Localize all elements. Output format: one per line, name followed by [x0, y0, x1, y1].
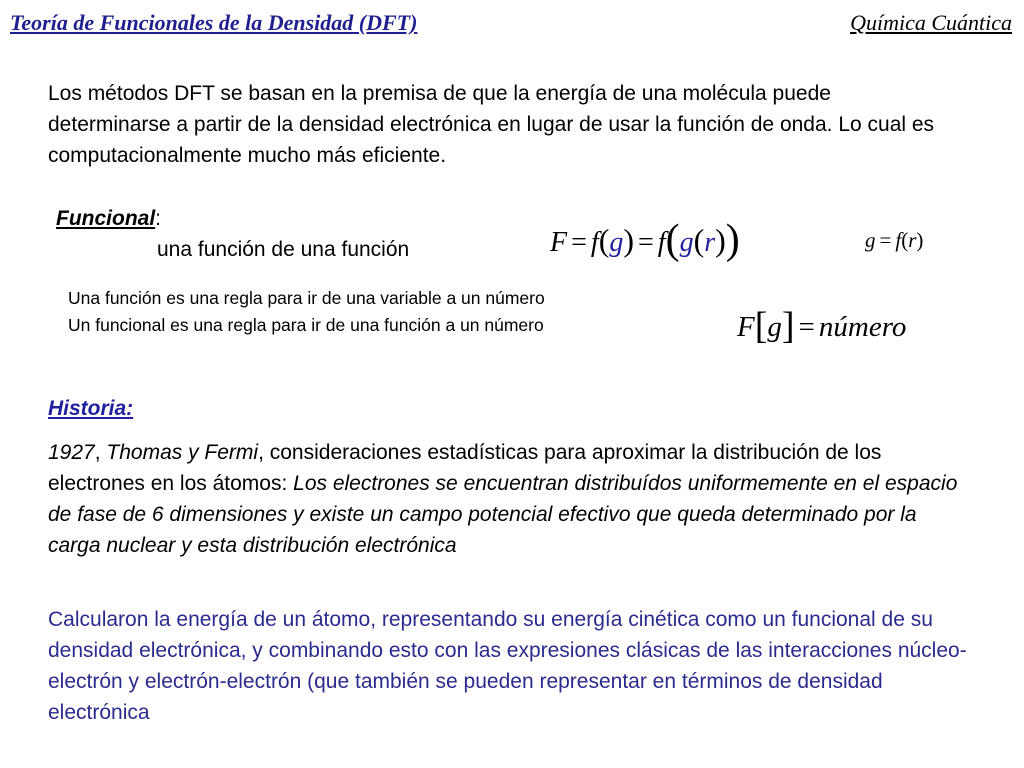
equation-g-of-r [865, 228, 923, 253]
equation-f-of-g-of-r [550, 214, 740, 262]
eq1-paren-open-inner: ( [693, 222, 705, 258]
eq1-equals-1: = [571, 227, 587, 258]
definition-funcional: Un funcional es una regla para ir de una función a un número [68, 315, 544, 335]
historia-authors: Thomas y Fermi [106, 441, 259, 464]
funcional-word: Funcional [56, 207, 156, 230]
eq3-g: g [767, 311, 782, 343]
historia-paragraph-2: Calcularon la energía de un átomo, representando su energía cinética como un funcional de su densidad electrónica, y combinando esto con las expresiones clásicas de las interacciones núcleo-electrón y electrón-electrón (que también se pueden representar en términos de densidad electrónica [48, 608, 967, 724]
historia-quote: Los electrones se encuentran distribuídos uniformemente en el espacio de fase de 6 dimensiones y existe un campo potencial efectivo que queda determinado por la carga nuclear y esta distribución electrónica [48, 472, 958, 557]
historia-text: , consideraciones estadísticas para aproximar la distribución de los electrones en los átomos: [48, 441, 882, 495]
equation-functional-number [737, 302, 906, 346]
eq3-equals: = [798, 311, 815, 343]
eq2-r: r [908, 228, 917, 252]
eq3-F: F [737, 311, 755, 343]
eq2-equals: = [879, 228, 892, 252]
funcional-label [56, 207, 161, 231]
funcional-colon: : [155, 207, 162, 230]
eq1-F: F [550, 227, 568, 258]
definition-funcion: Una función es una regla para ir de una variable a un número [68, 288, 545, 308]
eq1-paren-open-outer: ( [665, 217, 680, 263]
intro-paragraph: Los métodos DFT se basan en la premisa de que la energía de una molécula puede determinarse a partir de la densidad electrónica en lugar de usar la función de onda. Lo cual es computacionalmente mucho más eficiente. [48, 82, 935, 167]
eq2-g: g [865, 228, 876, 252]
historia-heading: Historia: [48, 397, 134, 420]
historia-paragraph-1: 1927, Thomas y Fermi, consideraciones estadísticas para aproximar la distribución de los electrones en los átomos: Los electrones se encuentran distribuídos uniformemente en el espacio de fase de 6 dimensiones y existe un campo potencial efectivo que queda determinado por la carga nuclear y esta distribución electrónica [48, 441, 958, 557]
eq1-paren-close-outer: ) [725, 217, 740, 263]
eq2-f: f [895, 228, 902, 252]
eq1-paren-close-1: ) [623, 222, 634, 258]
eq2-paren-close: ) [916, 228, 924, 252]
eq3-bracket-close: ] [781, 305, 795, 347]
eq1-g-1: g [609, 227, 624, 258]
course-title: Química Cuántica [850, 10, 1012, 35]
funcional-definition: una función de una función [157, 238, 410, 261]
eq1-f-1: f [590, 227, 599, 258]
eq1-paren-close-inner: ) [715, 222, 726, 258]
definitions [68, 285, 545, 339]
eq3-result: número [818, 311, 907, 343]
eq1-g-2: g [679, 227, 694, 258]
eq1-r: r [704, 227, 716, 258]
eq2-paren-open: ( [901, 228, 909, 252]
slide-title: Teoría de Funcionales de la Densidad (DFT) [10, 10, 418, 35]
historia-year: 1927 [48, 441, 95, 464]
eq1-f-2: f [657, 227, 666, 258]
eq1-equals-2: = [638, 227, 654, 258]
eq1-paren-open-1: ( [598, 222, 610, 258]
eq3-bracket-open: [ [754, 305, 768, 347]
